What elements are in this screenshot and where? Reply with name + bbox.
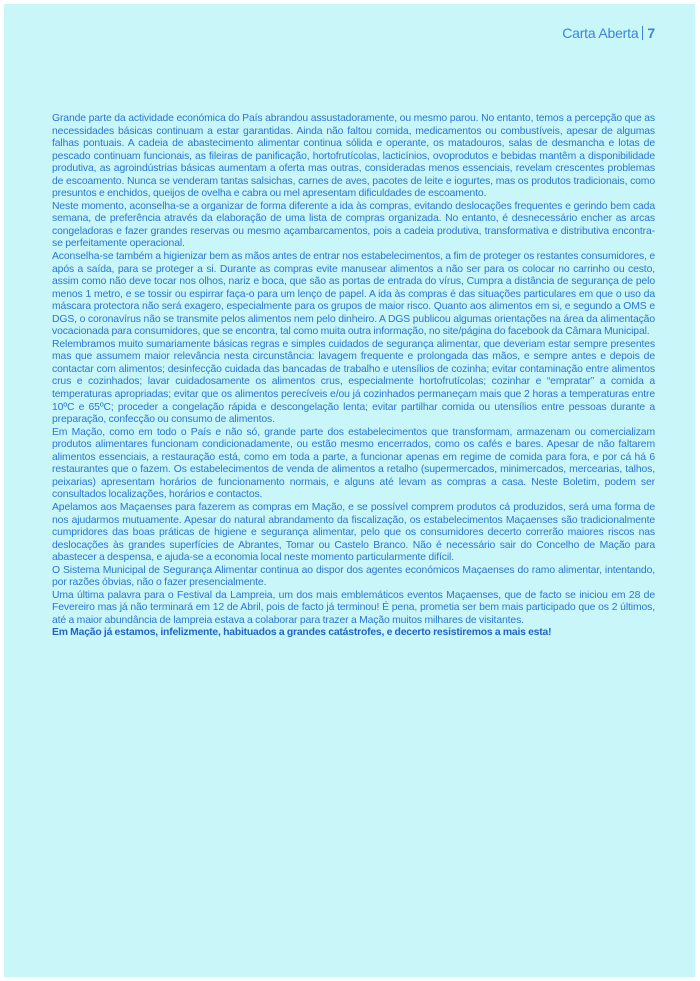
- paragraph: Apelamos aos Maçaenses para fazerem as compras em Mação, e se possível comprem produtos cá produzidos, será uma forma de nos ajudarmos mutuamente. Apesar do natural abrandamento da fiscalização, os estabelecimentos Maçaenses são tradicionalmente cumpridores das boas práticas de higiene e segurança alimentar, pelo que os consumidores decerto correrão maiores riscos nas deslocações às grandes superfícies de Abrantes, Tomar ou Castelo Branco. Não é necessário sair do Concelho de Mação para abastecer a despensa, e ajuda-se a economia local neste momento particularmente difícil.: [52, 501, 655, 564]
- page-number: 7: [647, 25, 655, 41]
- header-divider: [642, 26, 643, 40]
- article-body: [52, 113, 655, 640]
- closing-statement: Em Mação já estamos, infelizmente, habituados a grandes catástrofes, e decerto resistiremos a mais esta!: [52, 627, 552, 639]
- page: [4, 4, 695, 977]
- paragraph: Grande parte da actividade económica do País abrandou assustadoramente, ou mesmo parou. No entanto, temos a percepção que as necessidades básicas continuam a estar garantidas. Ainda não faltou comida, medicamentos ou combustíveis, apesar de algumas falhas pontuais. A cadeia de abastecimento alimentar continua sólida e operante, os matadouros, salas de desmancha e lotas de pescado continuam funcionais, as fileiras de panificação, hortofrutícolas, lacticínios, ovoprodutos e bebidas mantêm a disponibilidade produtiva, as agroindústrias básicas aumentam a oferta mas outras, consideradas menos essenciais, revelam crescentes problemas de escoamento. Nunca se venderam tantas salsichas, carnes de aves, pacotes de leite e iogurtes, mas os produtos tradicionais, como presuntos e enchidos, queijos de ovelha e cabra ou mel apresentam dificuldades de escoamento.: [52, 113, 655, 200]
- paragraph: Neste momento, aconselha-se a organizar de forma diferente a ida às compras, evitando deslocações frequentes e gerindo bem cada semana, de preferência através da elaboração de uma lista de compras organizada. No entanto, é desnecessário encher as arcas congeladoras e fazer grandes reservas ou mesmo açambarcamentos, pois a cadeia produtiva, transformativa e distributiva encontra-se perfeitamente operacional.: [52, 200, 655, 250]
- paragraph: Aconselha-se também a higienizar bem as mãos antes de entrar nos estabelecimentos, a fim de proteger os restantes consumidores, e após a saída, para se proteger a si. Durante as compras evite manusear alimentos a não ser para os colocar no carrinho ou cesto, assim como não deve tocar nos olhos, nariz e boca, que são as portas de entrada do vírus, Cumpra a distância de segurança de pelo menos 1 metro, e se tossir ou espirrar faça-o para um lenço de papel. A ida às compras é das situações particulares em que o uso da máscara protectora não será exagero, especialmente para os grupos de maior risco. Quanto aos alimentos em si, e segundo a OMS e DGS, o coronavírus não se transmite pelos alimentos nem pelo dinheiro. A DGS publicou algumas orientações na área da alimentação vocacionada para consumidores, que se encontra, tal como muita outra informação, no site/página do facebook da Câmara Municipal.: [52, 251, 655, 338]
- section-title: Carta Aberta: [562, 25, 639, 41]
- paragraph: Em Mação, como em todo o País e não só, grande parte dos estabelecimentos que transformam, armazenam ou comercializam produtos alimentares funcionam condicionadamente, ou estão mesmo encerrados, como os cafés e bares. Apesar de não faltarem alimentos essenciais, a restauração está, como em toda a parte, a funcionar apenas em regime de comida para fora, e por cá há 6 restaurantes que o fazem. Os estabelecimentos de venda de alimentos a retalho (supermercados, minimercados, mercearias, talhos, peixarias) apresentam horários de funcionamento normais, e alguns até levam as compras a casa. Neste Boletim, podem ser consultados localizações, horários e contactos.: [52, 426, 655, 501]
- paragraph: Uma última palavra para o Festival da Lampreia, um dos mais emblemáticos eventos Maçaenses, que de facto se iniciou em 28 de Fevereiro mas já não terminará em 12 de Abril, pois de facto já terminou! É pena, prometia ser bem mais participado que os 2 últimos, até a maior abundância de lampreia estava a colaborar para trazer a Mação muitos milhares de visitantes.: [52, 589, 655, 626]
- paragraph: Relembramos muito sumariamente básicas regras e simples cuidados de segurança alimentar, que deveriam estar sempre presentes mas que assumem maior relevância nesta circunstância: lavagem frequente e prolongada das mãos, e sempre antes e depois de contactar com alimentos; desinfecção cuidada das bancadas de trabalho e utensílios de cozinha; evitar contaminação entre alimentos crus e cozinhados; lavar cuidadosamente os alimentos crus, especialmente hortofrutícolas; cozinhar e “empratar” a comida a temperaturas apropriadas; evitar que os alimentos perecíveis e/ou já cozinhados permaneçam mais que 2 horas a temperaturas entre 10ºC e 65ºC; proceder a congelação rápida e descongelação lenta; evitar partilhar comida ou utensílios entre pessoas durante a preparação, confecção ou consumo de alimentos.: [52, 338, 655, 426]
- page-header: [562, 25, 655, 41]
- paragraph: O Sistema Municipal de Segurança Alimentar continua ao dispor dos agentes económicos Maçaenses do ramo alimentar, intentando, por razões óbvias, não o fazer presencialmente.: [52, 564, 655, 589]
